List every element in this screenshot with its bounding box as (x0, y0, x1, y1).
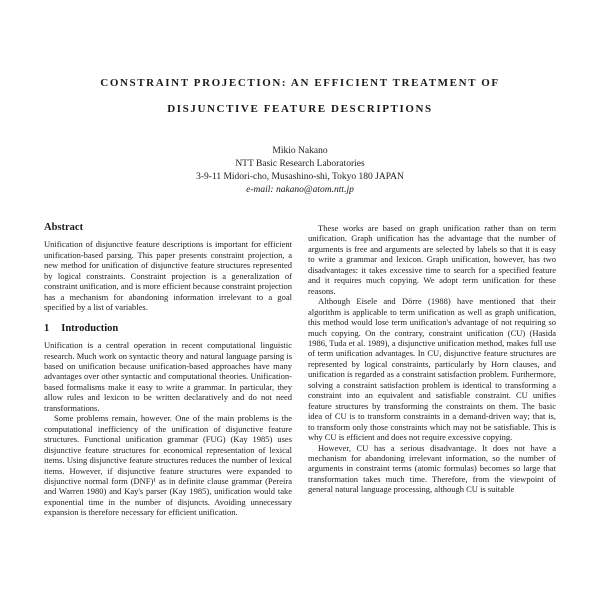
paper-title (44, 78, 556, 115)
introduction-heading (44, 324, 292, 334)
author-email: e-mail: nakano@atom.ntt.jp (246, 185, 354, 195)
right-column (308, 223, 556, 518)
author-name: Mikio Nakano (272, 146, 328, 156)
author-affiliation: NTT Basic Research Laboratories (235, 159, 365, 169)
two-column-body (44, 223, 556, 518)
right-paragraph-3: However, CU has a serious disadvantage. It does not have a mechanism for abandoning irrelevant information, so the number of arguments in constraint terms (atomic formulas) becomes so large that transformation takes much time. Therefore, from the viewpoint of general natural language processing, although CU is suitable (308, 442, 556, 495)
section-title: Introduction (61, 322, 119, 334)
intro-paragraph-2: Some problems remain, however. One of the main problems is the computational inefficiency of the unification of disjunctive feature structures. Functional unification grammar (FUG) (Kay 1985) uses disjunctive feature structures for economical representation of lexical items. Using disjunctive feature structures reduces the number of lexical items. However, if disjunctive feature structures were expanded to disjunctive normal form (DNF)¹ as in definite clause grammar (Pereira and Warren 1980) and Kay's parser (Kay 1985), unification would take exponential time in the number of disjuncts. Avoiding unnecessary expansion is therefore necessary for efficient unification. (44, 413, 292, 518)
paper-title-line2: DISJUNCTIVE FEATURE DESCRIPTIONS (167, 103, 433, 115)
author-address: 3-9-11 Midori-cho, Musashino-shi, Tokyo 180 JAPAN (196, 172, 404, 182)
section-number: 1 (44, 322, 50, 334)
right-paragraph-1: These works are based on graph unification rather than on term unification. Graph unification has the advantage that the number of arguments is free and arguments are selected by labels so that it is easy to write a grammar and lexicon. Graph unification, however, has two disadvantages: it takes excessive time to search for a specified feature and it requires much copying. We adopt term unification for these reasons. (308, 223, 556, 296)
right-paragraph-2: Although Eisele and Dörre (1988) have mentioned that their algorithm is applicable to term unification as well as graph unification, this method would lose term unification's advantage of not requiring so much copying. On the contrary, constraint unification (CU) (Hasida 1986, Tuda et al. 1989), a disjunctive unification method, makes full use of term unification advantages. In CU, disjunctive feature structures are represented by logical constraints, particularly by Horn clauses, and unification is regarded as a constraint satisfaction problem. Furthermore, solving a constraint satisfaction problem is identical to transforming a constraint into an equivalent and satisfiable constraint. CU unifies feature structures by transforming the constraints on them. The basic idea of CU is to transform constraints in a demand-driven way; that is, to transform only those constraints which may not be satisfiable. This is why CU is efficient and does not require excessive copying. (308, 296, 556, 443)
author-block (44, 145, 556, 197)
abstract-heading: Abstract (44, 222, 84, 233)
left-column (44, 223, 292, 518)
intro-paragraph-1: Unification is a central operation in recent computational linguistic research. Much work on syntactic theory and natural language parsing is based on unification because unification-based approaches have many advantages over other syntactic and computational theories. Unification-based formalisms make it easy to write a grammar. In particular, they allow rules and lexicon to be written declaratively and do not need transformations. (44, 340, 292, 413)
abstract-text: Unification of disjunctive feature descriptions is important for efficient unification-based parsing. This paper presents constraint projection, a new method for unification of disjunctive feature structures represented by logical constraints. Constraint projection is a generalization of constraint unification, and is more efficient because constraint projection has a mechanism for abandoning information irrelevant to a goal specified by a list of variables. (44, 239, 292, 313)
paper-title-line1: CONSTRAINT PROJECTION: AN EFFICIENT TREATMENT OF (100, 77, 500, 89)
